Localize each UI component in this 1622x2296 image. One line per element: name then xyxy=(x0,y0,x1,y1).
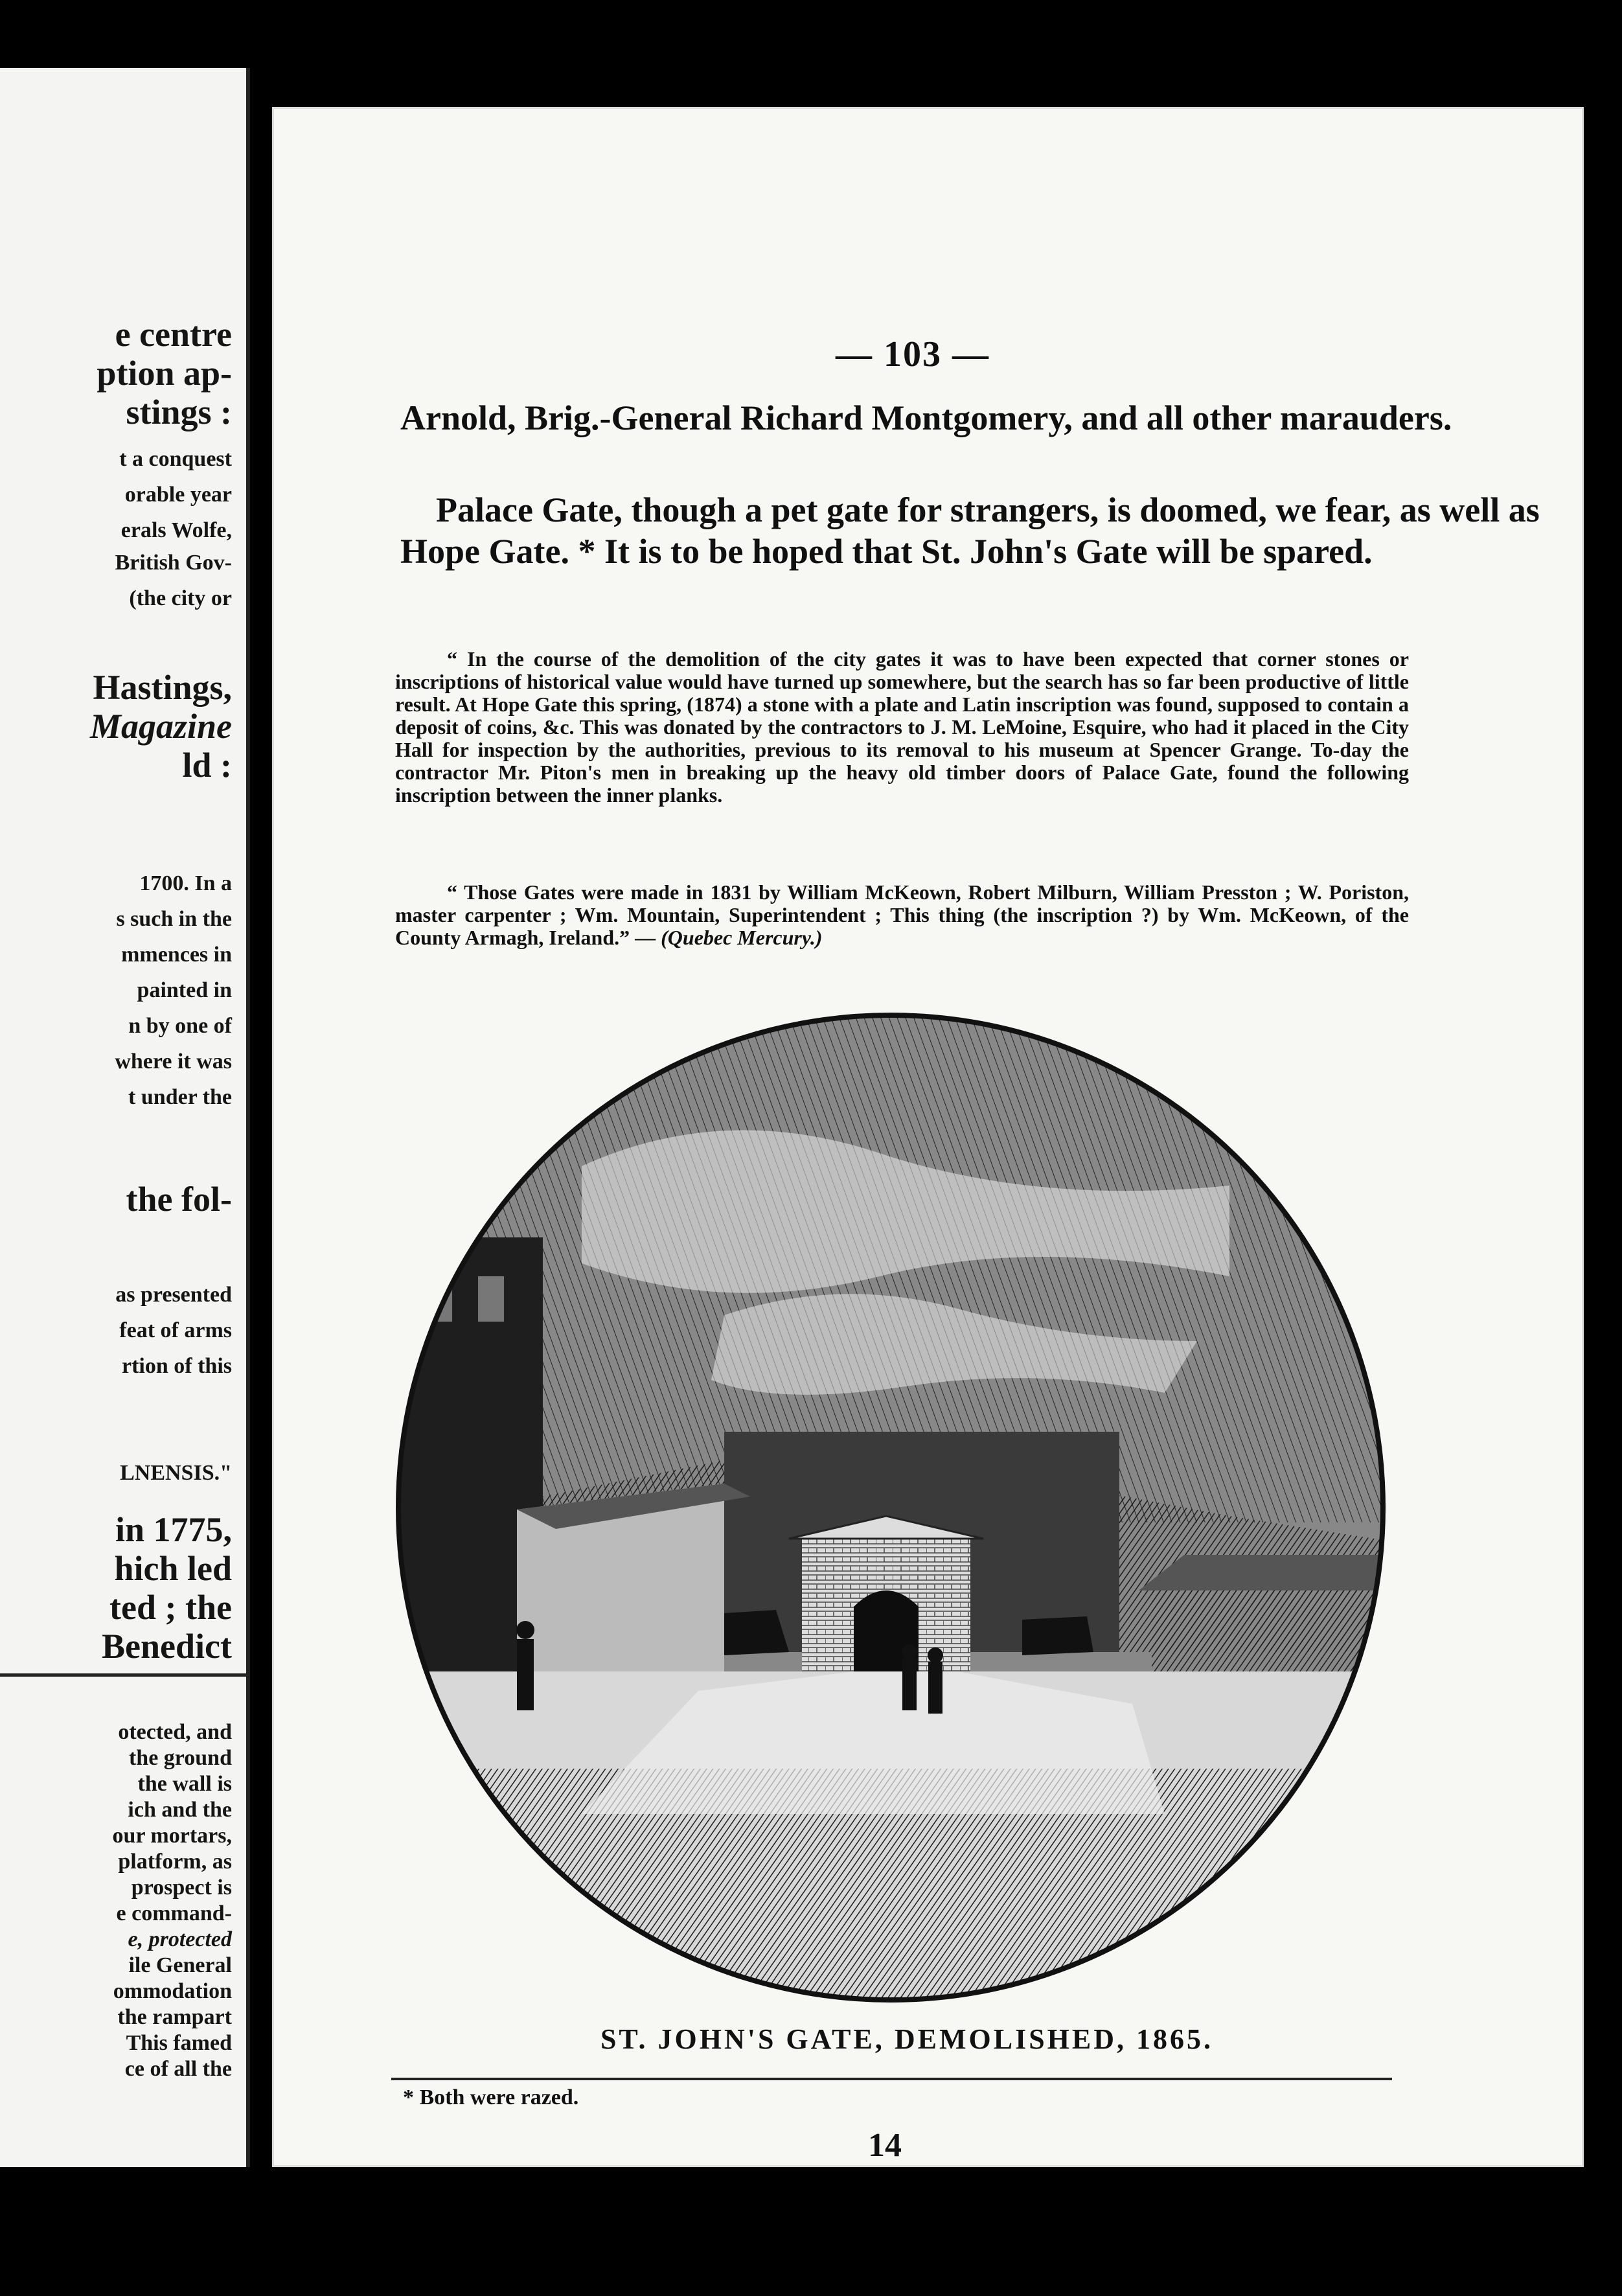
left-text-line: s such in the xyxy=(116,907,232,931)
left-text-line: ld : xyxy=(182,746,232,785)
footnote: * Both were razed. xyxy=(403,2085,579,2109)
left-text-line: n by one of xyxy=(128,1014,232,1038)
left-text-line: LNENSIS." xyxy=(120,1461,232,1485)
left-text-line: mmences in xyxy=(121,943,232,967)
left-text-line: where it was xyxy=(115,1050,232,1073)
previous-page-strip xyxy=(0,68,250,2167)
left-text-line: ted ; the xyxy=(109,1588,232,1627)
left-text-line: t under the xyxy=(128,1085,232,1109)
left-text-line: British Gov- xyxy=(115,551,232,575)
paragraph-2: Palace Gate, though a pet gate for strangers, is doomed, we fear, as well as Hope Gate. * It is to be hoped that St. John's Gate will be spared. xyxy=(400,490,1540,571)
left-text-line: 1700. In a xyxy=(139,871,232,895)
left-text-line: e centre xyxy=(115,315,232,354)
left-text-line: Benedict xyxy=(102,1627,232,1666)
left-text-line: otected, and xyxy=(118,1720,232,1744)
left-text-line: (the city or xyxy=(129,586,232,610)
left-text-line: orable year xyxy=(124,483,232,507)
signature-mark: 14 xyxy=(868,2127,902,2164)
left-text-line: ce of all the xyxy=(124,2057,232,2081)
left-text-line: painted in xyxy=(137,978,232,1002)
paragraph-1: Arnold, Brig.-General Richard Montgomery, and all other marauders. xyxy=(400,398,1452,437)
left-text-line: stings : xyxy=(126,393,232,431)
left-text-line: ption ap- xyxy=(97,354,232,393)
left-text-line: rtion of this xyxy=(122,1354,232,1378)
footnote-rule xyxy=(391,2078,1392,2080)
left-text-line: the wall is xyxy=(137,1772,232,1796)
quotation-source: (Quebec Mercury.) xyxy=(661,926,823,949)
left-text-line: as presented xyxy=(115,1283,232,1307)
left-text-line: This famed xyxy=(126,2031,232,2055)
left-text-line: Magazine xyxy=(89,707,232,746)
left-text-line: e command- xyxy=(116,1901,232,1925)
left-text-line: e, protected xyxy=(128,1927,232,1951)
quotation-1: “ In the course of the demolition of the city gates it was to have been expected that corner stones or inscriptions of historical value would have turned up somewhere, but the search has so far been productive of little result. At Hope Gate this spring, (1874) a stone with a plate and Latin inscription was found, supposed to contain a deposit of coins, &c. This was donated by the contractors to J. M. LeMoine, Esquire, who had it placed in the City Hall for inspection by the authorities, previous to its removal to his museum at Spencer Grange. To-day the contractor Mr. Piton's men in breaking up the heavy old timber doors of Palace Gate, found the following inscription between the inner planks. xyxy=(395,647,1409,807)
quotation-2-text: “ Those Gates were made in 1831 by William McKeown, Robert Milburn, William Presston ; W. Poriston, master carpenter ; Wm. Mountain, Superintendent ; This thing (the inscription ?) by Wm. McKeown, of the County Armagh, Ireland.” — xyxy=(395,880,1409,949)
left-text-line: ile General xyxy=(128,1953,232,1977)
left-text-line: t a conquest xyxy=(119,447,232,471)
page-number: — 103 — xyxy=(836,334,990,374)
illustration-caption: ST. JOHN'S GATE, DEMOLISHED, 1865. xyxy=(600,2023,1214,2055)
left-page-rule xyxy=(0,1673,246,1677)
quotation-2 xyxy=(395,881,1409,949)
left-text-line: hich led xyxy=(114,1549,232,1588)
left-text-line: the fol- xyxy=(126,1180,232,1219)
book-page xyxy=(272,107,1584,2167)
left-text-line: platform, as xyxy=(118,1850,232,1874)
st-johns-gate-engraving xyxy=(387,1004,1395,2012)
left-text-line: feat of arms xyxy=(119,1318,232,1342)
left-text-line: erals Wolfe, xyxy=(120,518,232,542)
left-text-line: prospect is xyxy=(131,1876,232,1900)
left-text-line: Hastings, xyxy=(93,668,232,707)
left-text-line: in 1775, xyxy=(115,1510,232,1549)
left-text-line: the ground xyxy=(128,1746,232,1770)
left-text-line: our mortars, xyxy=(112,1824,232,1848)
left-text-line: the rampart xyxy=(117,2005,232,2029)
left-text-line: ommodation xyxy=(113,1979,232,2003)
left-text-line: ich and the xyxy=(128,1798,232,1822)
